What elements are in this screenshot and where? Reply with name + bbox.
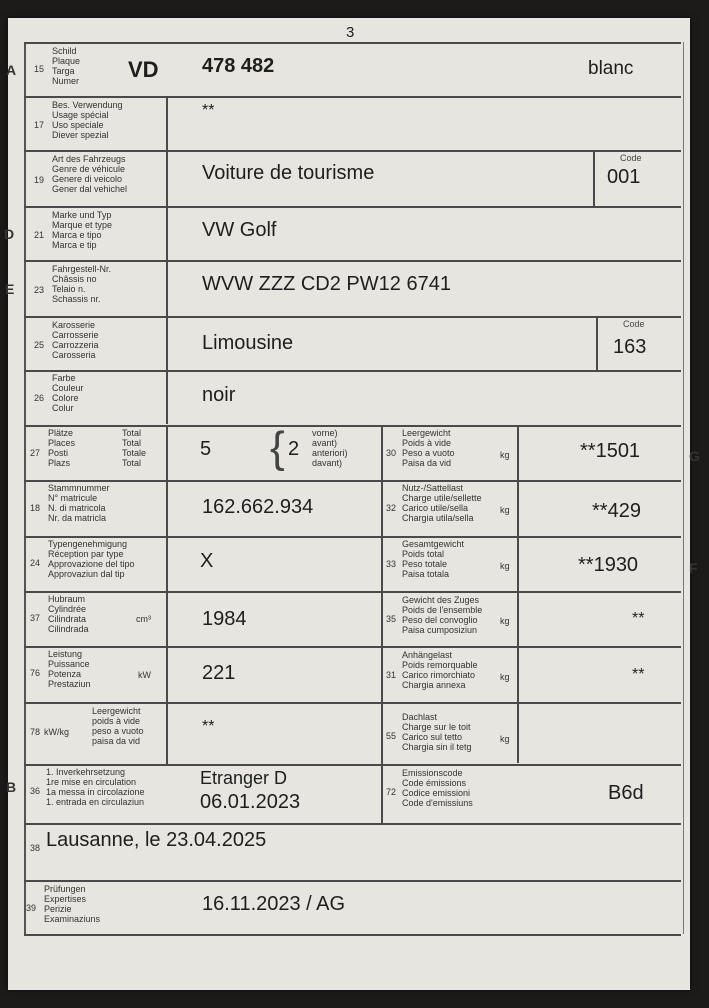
- field-number: 27: [30, 448, 41, 458]
- color-label: Farbe Couleur Colore Colur: [52, 373, 84, 413]
- row-divider: [24, 42, 681, 44]
- first-registration-label: 1. Inverkehrsetzung 1re mise en circulation 1a messa in circolazione 1. entrada en circulaziun: [46, 767, 145, 807]
- power-weight-value: **: [202, 718, 215, 735]
- special-use-value: **: [202, 102, 215, 119]
- payload-label: Nutz-/Sattellast Charge utile/sellette Carico utile/sella Chargia utila/sella: [402, 483, 482, 523]
- field-number: 31: [386, 670, 397, 680]
- vehicle-type-label: Art des Fahrzeugs Genre de véhicule Genere di veicolo Gener dal vehichel: [52, 154, 128, 194]
- plate-label: Schild Plaque Targa Numer: [52, 46, 81, 86]
- field-number: 33: [386, 559, 397, 569]
- body-label: Karosserie Carrosserie Carrozzeria Carosseria: [52, 320, 99, 360]
- field-number: 39: [26, 903, 37, 913]
- row-divider: [24, 536, 681, 538]
- side-letter-b: B: [6, 779, 17, 795]
- field-number: 21: [34, 230, 45, 240]
- seats-total-value: 5: [200, 438, 212, 460]
- field-number: 76: [30, 668, 41, 678]
- row-divider: [24, 96, 681, 98]
- gross-weight-label: Gesamtgewicht Poids total Peso totale Paisa totala: [402, 539, 465, 579]
- towing-load-label: Anhängelast Poids remorquable Carico rimorchiato Chargia annexa: [402, 650, 478, 690]
- unit-kg: kg: [500, 734, 510, 744]
- chassis-label: Fahrgestell-Nr. Châssis no Telaio n. Schassis nr.: [52, 264, 112, 304]
- payload-value: **429: [592, 500, 641, 522]
- field-number: 32: [386, 503, 397, 513]
- field-number: 24: [30, 558, 41, 568]
- side-letter-e: E: [5, 281, 15, 297]
- field-number: 37: [30, 613, 41, 623]
- type-approval-label: Typengenehmigung Réception par type Approvazione del tipo Approvaziun dal tip: [48, 539, 135, 579]
- unit-kw: kW: [138, 670, 151, 680]
- chassis-number: WVW ZZZ CD2 PW12 6741: [202, 273, 451, 295]
- roof-load-label: Dachlast Charge sur le toit Carico sul tetto Chargia sin il tetg: [402, 712, 472, 752]
- inspections-value: 16.11.2023 / AG: [202, 893, 346, 915]
- field-number: 18: [30, 503, 41, 513]
- row-divider: [24, 880, 681, 882]
- unit-kg: kg: [500, 672, 510, 682]
- field-number: 23: [34, 285, 45, 295]
- first-registration-origin: Etranger D: [200, 768, 288, 788]
- row-divider: [24, 480, 681, 482]
- seats-total-label: Total Total Totale Total: [122, 428, 147, 468]
- plate-color: blanc: [588, 58, 634, 79]
- code-divider: [596, 316, 598, 370]
- unit-kg: kg: [500, 616, 510, 626]
- power-value: 221: [202, 662, 236, 684]
- side-letter-d: D: [4, 226, 15, 242]
- unit-kg: kg: [500, 505, 510, 515]
- registry-number-value: 162.662.934: [202, 496, 314, 518]
- field-number: 72: [386, 787, 397, 797]
- row-divider: [24, 316, 681, 318]
- gross-weight-value: **1930: [578, 554, 639, 576]
- row-divider: [24, 646, 681, 648]
- row-divider: [24, 370, 681, 372]
- row-divider: [24, 702, 681, 704]
- body-value: Limousine: [202, 332, 294, 354]
- plate-canton: VD: [128, 57, 159, 82]
- row-divider: [24, 425, 681, 427]
- code-divider: [593, 150, 595, 206]
- label-divider: [166, 425, 168, 765]
- empty-weight-value: **1501: [580, 440, 641, 462]
- unit-kg: kg: [500, 450, 510, 460]
- side-letter-a: A: [6, 62, 17, 78]
- row-divider: [24, 260, 681, 262]
- field-number: 30: [386, 448, 397, 458]
- color-value: noir: [202, 384, 236, 406]
- code-header: Code: [620, 153, 642, 163]
- row-divider: [24, 934, 681, 936]
- row-divider: [24, 823, 681, 825]
- field-number: 55: [386, 731, 397, 741]
- train-weight-value: **: [632, 610, 645, 627]
- field-number: 26: [34, 393, 45, 403]
- side-letter-f: F: [689, 560, 698, 576]
- field-number: 19: [34, 175, 45, 185]
- displacement-label: Hubraum Cylindrée Cilindrata Cilindrada: [48, 594, 89, 634]
- column-divider: [381, 425, 383, 823]
- unit-cm3: cm³: [136, 614, 151, 624]
- seats-front-value: 2: [288, 438, 300, 460]
- type-approval-value: X: [200, 550, 214, 572]
- field-number: 25: [34, 340, 45, 350]
- power-weight-label: Leergewicht poids à vide peso a vuoto paisa da vid: [92, 706, 144, 746]
- field-number: 38: [30, 843, 41, 853]
- side-letter-g: G: [689, 448, 700, 464]
- label-divider: [166, 96, 168, 424]
- place-date-value: Lausanne, le 23.04.2025: [46, 829, 267, 851]
- emission-code-value: B6d: [608, 782, 644, 804]
- row-divider: [24, 206, 681, 208]
- special-use-label: Bes. Verwendung Usage spécial Uso speciale Diever spezial: [52, 100, 123, 140]
- train-weight-label: Gewicht des Zuges Poids de l'ensemble Peso del convoglio Paisa cumposiziun: [402, 595, 483, 635]
- emission-code-label: Emissionscode Code émissions Codice emissioni Code d'emissiuns: [402, 768, 473, 808]
- field-number: 78: [30, 727, 41, 737]
- row-divider: [24, 764, 681, 766]
- row-divider: [24, 150, 681, 152]
- brace: {: [270, 423, 285, 472]
- plate-number: 478 482: [202, 55, 275, 77]
- unit-kg: kg: [500, 561, 510, 571]
- unit-divider: [517, 425, 519, 763]
- empty-weight-label: Leergewicht Poids à vide Peso a vuoto Paisa da vid: [402, 428, 455, 468]
- code-header: Code: [623, 319, 645, 329]
- page-number: 3: [346, 24, 355, 41]
- power-label: Leistung Puissance Potenza Prestaziun: [48, 649, 91, 689]
- vehicle-type-value: Voiture de tourisme: [202, 162, 375, 184]
- displacement-value: 1984: [202, 608, 247, 630]
- field-number: 35: [386, 614, 397, 624]
- inspections-label: Prüfungen Expertises Perizie Examinaziuns: [44, 884, 101, 924]
- seats-front-label: vorne) avant) anteriori) davant): [312, 428, 348, 468]
- field-number: 15: [34, 64, 45, 74]
- unit-kwkg: kW/kg: [44, 727, 70, 737]
- seats-label: Plätze Places Posti Plazs: [48, 428, 76, 468]
- body-code: 163: [613, 336, 647, 358]
- first-registration-date: 06.01.2023: [200, 791, 301, 813]
- make-type-value: VW Golf: [202, 219, 277, 241]
- field-number: 36: [30, 786, 41, 796]
- vehicle-type-code: 001: [607, 166, 641, 188]
- registry-number-label: Stammnummer N° matricule N. di matricola Nr. da matricla: [48, 483, 110, 523]
- row-divider: [24, 591, 681, 593]
- field-number: 17: [34, 120, 45, 130]
- towing-load-value: **: [632, 666, 645, 683]
- make-type-label: Marke und Typ Marque et type Marca e tipo Marca e tip: [52, 210, 113, 250]
